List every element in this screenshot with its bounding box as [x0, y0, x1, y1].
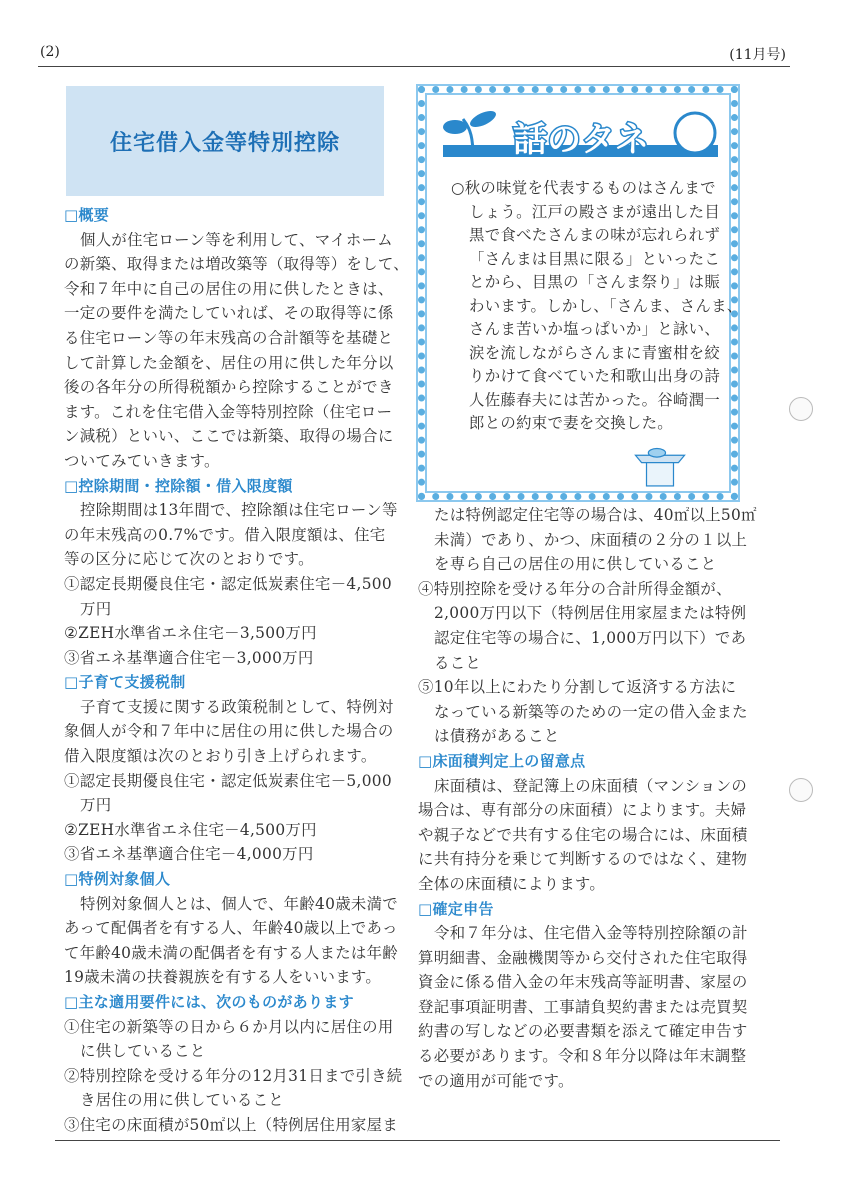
- text-line: を専ら自己の居住の用に供していること: [434, 555, 717, 574]
- text-line: 資金に係る借入金の年末残高等証明書、家屋の: [418, 973, 748, 992]
- section-heading: [64, 990, 399, 1015]
- text-line: □概要: [64, 206, 110, 224]
- text-line: 認定住宅等の場合に、1,000万円以下）であ: [434, 628, 747, 647]
- text-line: や親子などで共有する住宅の場合には、床面積: [418, 825, 748, 844]
- text-line: は債務があること: [434, 727, 560, 746]
- box-text-line: 黒で食べたさんまの味が忘れられず: [469, 226, 721, 244]
- text-line: 令和７年中に自己の居住の用に供したときは、: [64, 279, 394, 298]
- list-item: [64, 646, 399, 671]
- box-text-line: 涙を流しながらさんまに青蜜柑を絞: [469, 343, 721, 362]
- text-line: たは特例認定住宅等の場合は、40㎡以上50㎡: [434, 506, 757, 524]
- text-line: 万円: [80, 599, 112, 618]
- paragraph: [64, 498, 399, 572]
- section-heading: [64, 474, 399, 499]
- text-line: ②ZEH水準省エネ住宅－4,500万円: [64, 820, 317, 839]
- text-line: 象個人が令和７年中に居住の用に供した場合の: [64, 722, 394, 741]
- list-item: [418, 577, 763, 675]
- text-line: ①認定長期優良住宅・認定低炭素住宅－5,000: [64, 771, 392, 790]
- text-line: 等の区分に応じて次のとおりです。: [64, 550, 314, 569]
- text-line: 万円: [80, 796, 112, 815]
- text-line: □子育て支援税制: [64, 673, 186, 692]
- text-line: 子育て支援に関する政策税制として、特例対: [80, 697, 394, 716]
- text-line: ⑤10年以上にわたり分割して返済する方法に: [418, 678, 737, 697]
- text-line: ②特別控除を受ける年分の12月31日まで引き続: [64, 1066, 403, 1085]
- list-item: [64, 1064, 403, 1113]
- text-line: 床面積は、登記簿上の床面積（マンションの: [434, 776, 748, 795]
- section-heading: [64, 670, 399, 695]
- paragraph: [418, 921, 763, 1093]
- text-line: ます。これを住宅借入金等特別控除（住宅ロー: [64, 402, 393, 421]
- box-text-line: しょう。江戸の殿さまが遠出した目: [469, 202, 721, 221]
- text-line: る住宅ローン等の年末残高の合計額等を基礎と: [64, 328, 394, 347]
- section-heading: [418, 897, 763, 922]
- section-heading: [64, 867, 399, 892]
- text-line: 19歳未満の扶養親族を有する人をいいます。: [64, 968, 382, 987]
- text-line: 控除期間は13年間で、控除額は住宅ローン等: [80, 501, 398, 520]
- text-line: 一定の要件を満たしていれば、その取得等に係: [64, 304, 394, 323]
- punch-hole: [789, 397, 813, 421]
- text-line: 個人が住宅ローン等を利用して、マイホーム: [80, 230, 393, 249]
- text-line: に共有持分を乗じて判断するのではなく、建物: [418, 850, 748, 869]
- list-item: [64, 621, 399, 646]
- list-item: [64, 572, 399, 621]
- hanashi-no-tane-logo: [433, 99, 733, 169]
- text-line: 登記事項証明書、工事請負契約書または売買契: [418, 997, 748, 1016]
- text-line: 2,000万円以下（特例居住用家屋または特例: [434, 604, 747, 623]
- fruit-icon: [675, 113, 715, 153]
- issue-label: (11月号): [729, 47, 786, 63]
- list-item: [64, 1113, 399, 1138]
- box-body: [451, 177, 741, 436]
- text-line: での適用が可能です。: [418, 1071, 574, 1090]
- text-line: □確定申告: [418, 899, 494, 918]
- list-item: [418, 675, 763, 749]
- text-line: なっている新築等のための一定の借入金また: [434, 702, 748, 721]
- text-line: の新築、取得または増改築等（取得等）をして、: [64, 255, 409, 274]
- title-banner: [66, 86, 384, 196]
- paragraph: [64, 228, 409, 474]
- text-line: の年末残高の0.7%です。借入限度額は、住宅: [64, 525, 386, 544]
- text-line: あって配偶者を有する人、年齢40歳以上であっ: [64, 919, 398, 938]
- list-item: [418, 503, 763, 577]
- text-line: 特例対象個人とは、個人で、年齢40歳未満で: [80, 894, 398, 913]
- text-line: ③省エネ基準適合住宅－4,000万円: [64, 845, 314, 864]
- text-line: ③住宅の床面積が50㎡以上（特例居住用家屋ま: [64, 1115, 398, 1134]
- list-item: [64, 842, 399, 867]
- text-line: ③省エネ基準適合住宅－3,000万円: [64, 648, 314, 667]
- text-line: 借入限度額は次のとおり引き上げられます。: [64, 747, 377, 766]
- text-line: ること: [434, 653, 482, 672]
- text-line: ついてみていきます。: [64, 451, 220, 470]
- text-line: 令和７年分は、住宅借入金等特別控除額の計: [434, 924, 748, 943]
- text-line: て年齢40歳未満の配偶者を有する人または年齢: [64, 943, 398, 962]
- text-line: る必要があります。令和８年分以降は年末調整: [418, 1047, 747, 1066]
- text-line: □特例対象個人: [64, 870, 171, 889]
- paragraph: [418, 774, 763, 897]
- text-line: ④特別控除を受ける年分の合計所得金額が、: [418, 579, 732, 598]
- section-heading: [64, 203, 399, 228]
- page-number: (2): [40, 44, 60, 60]
- box-text-line: わいます。しかし、「さんま、さんま、: [469, 296, 743, 315]
- punch-hole: [789, 778, 813, 802]
- text-line: ②ZEH水準省エネ住宅－3,500万円: [64, 624, 317, 643]
- text-line: 全体の床面積によります。: [418, 874, 606, 893]
- text-line: 未満）であり、かつ、床面積の２分の１以上: [434, 530, 748, 549]
- text-line: に供していること: [80, 1042, 206, 1061]
- box-text-line: りかけて食べていた和歌山出身の詩: [469, 367, 721, 385]
- paragraph: [64, 695, 399, 769]
- section-heading: [418, 749, 763, 774]
- text-line: 約書の写しなどの必要書類を添えて確定申告す: [418, 1022, 748, 1041]
- list-item: [64, 769, 399, 818]
- text-line: 算明細書、金融機関等から交付された住宅取得: [418, 948, 748, 967]
- list-item: [64, 1015, 399, 1064]
- box-text-line: さんま苦いか塩っぱいか」と詠い、: [469, 320, 721, 338]
- text-line: 後の各年分の所得税額から控除することができ: [64, 378, 394, 397]
- text-line: □控除期間・控除額・借入限度額: [64, 476, 293, 495]
- list-item: [64, 818, 399, 843]
- text-line: ン減税）といい、ここでは新築、取得の場合に: [64, 427, 394, 446]
- box-text-line: 郎との約束で妻を交換した。: [469, 414, 673, 432]
- hanashi-no-tane-box: [418, 86, 743, 500]
- logo-text: 話のタネ: [513, 120, 649, 160]
- text-line: □床面積判定上の留意点: [418, 751, 586, 770]
- box-text-line: 人佐藤春夫には苦かった。谷崎潤一: [469, 390, 721, 409]
- header-divider: [38, 66, 790, 67]
- text-line: 場合は、専有部分の床面積）によります。夫婦: [418, 801, 747, 820]
- text-line: して計算した金額を、居住の用に供した年分以: [64, 353, 394, 372]
- box-text-line: とから、目黒の「さんま祭り」は賑: [469, 273, 721, 291]
- text-line: き居住の用に供していること: [80, 1091, 284, 1110]
- footer-divider: [55, 1140, 780, 1141]
- text-line: □主な適用要件には、次のものがあります: [64, 993, 354, 1011]
- text-line: ①住宅の新築等の日から６か月以内に居住の用: [64, 1017, 394, 1036]
- left-column: [64, 203, 409, 1138]
- right-column: [418, 503, 763, 1093]
- paragraph: [64, 892, 399, 990]
- box-text-line: 「さんまは目黒に限る」といったこ: [469, 249, 721, 268]
- text-line: ①認定長期優良住宅・認定低炭素住宅－4,500: [64, 574, 392, 593]
- page-title: 住宅借入金等特別控除: [109, 131, 340, 156]
- sanma-pot-illustration: [615, 443, 705, 489]
- box-text-line: ○秋の味覚を代表するものはさんまで: [451, 179, 716, 197]
